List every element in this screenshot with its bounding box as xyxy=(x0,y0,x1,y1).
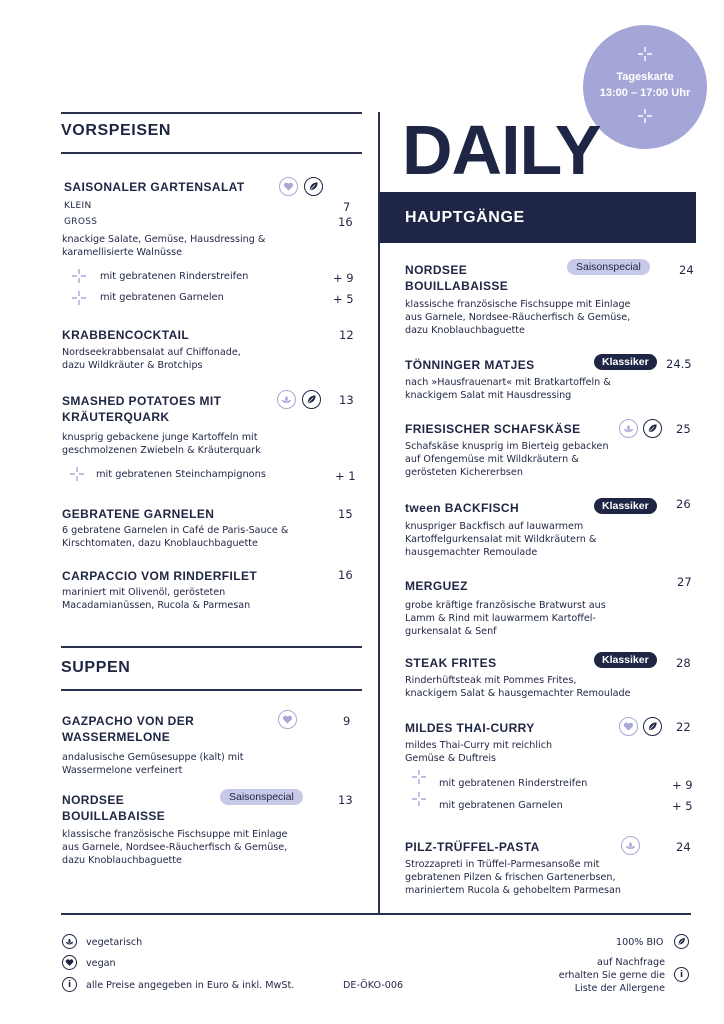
item-description: knackigem Salat mit Hausdressing xyxy=(405,390,572,401)
price: 28 xyxy=(676,656,691,670)
sparkle-icon xyxy=(638,47,652,61)
bio-icon xyxy=(643,419,662,438)
info-icon xyxy=(674,967,689,982)
price: 9 xyxy=(343,714,351,728)
classic-badge: Klassiker xyxy=(594,652,657,668)
item-title: NORDSEE xyxy=(405,263,468,277)
allergen-note: auf Nachfrage xyxy=(597,957,665,968)
bio-icon xyxy=(674,934,689,949)
item-title: BOUILLABAISSE xyxy=(405,279,509,293)
addon-label: mit gebratenen Steinchampignons xyxy=(96,469,266,480)
price: 24 xyxy=(679,263,694,277)
price: 22 xyxy=(676,720,691,734)
item-title: GAZPACHO VON DER xyxy=(62,714,195,728)
item-description: nach »Hausfrauenart« mit Bratkartoffeln & xyxy=(405,377,611,388)
season-special-badge: Saisonspecial xyxy=(567,259,650,275)
season-special-badge: Saisonspecial xyxy=(220,789,303,805)
item-title: MERGUEZ xyxy=(405,579,468,593)
item-description: Rinderhüftsteak mit Pommes Frites, xyxy=(405,675,577,686)
item-description: Kirschtomaten, dazu Knoblauchbaguette xyxy=(62,538,258,549)
vegetarian-icon xyxy=(277,390,296,409)
item-title: SAISONALER GARTENSALAT xyxy=(64,180,245,194)
item-title: NORDSEE xyxy=(62,793,125,807)
price: 16 xyxy=(338,215,353,229)
item-description: Lamm & Rind mit lauwarmem Kartoffel- xyxy=(405,613,596,624)
item-title: tween BACKFISCH xyxy=(405,501,520,515)
section-title-suppen: SUPPEN xyxy=(61,659,131,676)
addon-label: mit gebratenen Garnelen xyxy=(439,800,563,811)
eco-code: DE-ÖKO-006 xyxy=(343,980,404,991)
page-title: DAILY xyxy=(402,111,601,189)
item-description: grobe kräftige französische Bratwurst aus xyxy=(405,600,606,611)
item-title: PILZ-TRÜFFEL-PASTA xyxy=(405,840,540,854)
divider xyxy=(61,646,362,648)
bio-icon xyxy=(302,390,321,409)
item-description: Gemüse & Duftreis xyxy=(405,753,496,764)
item-description: andalusische Gemüsesuppe (kalt) mit xyxy=(62,752,244,763)
item-title: WASSERMELONE xyxy=(62,730,171,744)
item-description: gebratenen Pilzen & frischen Gartenerbsen, xyxy=(405,872,616,883)
item-description: geschmolzenen Zwiebeln & Kräuterquark xyxy=(62,445,261,456)
footer-divider xyxy=(61,913,691,915)
item-description: klassische französische Fischsuppe mit Einlage xyxy=(405,299,631,310)
sparkle-icon xyxy=(412,770,426,784)
info-glyph: i xyxy=(67,979,72,990)
item-description: gurkensalat & Senf xyxy=(405,626,497,637)
allergen-note: Liste der Allergene xyxy=(574,983,665,994)
classic-badge: Klassiker xyxy=(594,354,657,370)
item-description: hausgemachter Remoulade xyxy=(405,547,538,558)
price: 16 xyxy=(338,568,353,582)
vegetarian-icon xyxy=(62,934,77,949)
divider xyxy=(61,689,362,691)
addon-label: mit gebratenen Garnelen xyxy=(100,292,224,303)
price-note: alle Preise angegeben in Euro & inkl. MwSt. xyxy=(86,980,295,991)
item-description: Kartoffelgurkensalat mit Wildkräutern & xyxy=(405,534,597,545)
item-title: SMASHED POTATOES MIT xyxy=(62,394,222,408)
addon-label: mit gebratenen Rinderstreifen xyxy=(439,778,588,789)
item-description: dazu Knoblauchbaguette xyxy=(62,855,182,866)
sparkle-icon xyxy=(72,291,86,305)
allergen-note: erhalten Sie gerne die xyxy=(558,970,665,981)
price: 13 xyxy=(339,393,354,407)
item-description: Nordseekrabbensalat auf Chiffonade, xyxy=(62,347,241,358)
item-title: TÖNNINGER MATJES xyxy=(405,358,535,372)
info-icon xyxy=(62,977,77,992)
price: 24 xyxy=(676,840,691,854)
item-description: mariniertem Rucola & gehobeltem Parmesan xyxy=(405,885,621,896)
item-title: BOUILLABAISSE xyxy=(62,809,166,823)
vegan-icon xyxy=(619,717,638,736)
vegetarian-icon xyxy=(619,419,638,438)
price: 27 xyxy=(677,575,692,589)
section-title-vorspeisen: VORSPEISEN xyxy=(61,122,172,139)
price: 12 xyxy=(339,328,354,342)
item-description: Strozzapreti in Trüffel-Parmesansoße mit xyxy=(405,859,600,870)
price: 25 xyxy=(676,422,691,436)
addon-label: mit gebratenen Rinderstreifen xyxy=(100,271,249,282)
item-description: karamellisierte Walnüsse xyxy=(62,247,183,258)
item-description: auf Ofengemüse mit Wildkräutern & xyxy=(405,454,579,465)
bio-label: 100% BIO xyxy=(616,937,664,948)
price: 7 xyxy=(343,200,351,214)
item-description: Schafskäse knusprig im Bierteig gebacken xyxy=(405,441,609,452)
item-description: knusprig gebackene junge Kartoffeln mit xyxy=(62,432,258,443)
item-title: CARPACCIO VOM RINDERFILET xyxy=(62,569,258,583)
item-description: mariniert mit Olivenöl, gerösteten xyxy=(62,587,226,598)
addon-price: + 9 xyxy=(672,778,693,792)
item-description: dazu Knoblauchbaguette xyxy=(405,325,525,336)
item-description: aus Garnele, Nordsee-Räucherfisch & Gemüse, xyxy=(405,312,631,323)
vegan-icon xyxy=(62,955,77,970)
item-title: KRABBENCOCKTAIL xyxy=(62,328,190,342)
price: 24.5 xyxy=(666,357,692,371)
sparkle-icon xyxy=(412,792,426,806)
item-description: aus Garnele, Nordsee-Räucherfisch & Gemüse, xyxy=(62,842,288,853)
item-description: gerösteten Kichererbsen xyxy=(405,467,523,478)
legend-label: vegetarisch xyxy=(86,937,143,948)
vegan-icon xyxy=(279,177,298,196)
item-description: Wassermelone verfeinert xyxy=(62,765,183,776)
sparkle-icon xyxy=(70,467,84,481)
item-title: MILDES THAI-CURRY xyxy=(405,721,535,735)
item-description: knuspriger Backfisch auf lauwarmem xyxy=(405,521,584,532)
price: 13 xyxy=(338,793,353,807)
price: 26 xyxy=(676,497,691,511)
addon-price: + 5 xyxy=(672,799,693,813)
sparkle-icon xyxy=(638,109,652,123)
divider xyxy=(61,152,362,154)
addon-price: + 1 xyxy=(335,469,356,483)
item-description: dazu Wildkräuter & Brotchips xyxy=(62,360,203,371)
legend-label: vegan xyxy=(86,958,116,969)
item-description: knackigem Salat & hausgemachter Remoulade xyxy=(405,688,631,699)
bio-icon xyxy=(643,717,662,736)
section-title-hauptgaenge: HAUPTGÄNGE xyxy=(405,209,525,226)
item-description: Macadamianüssen, Rucola & Parmesan xyxy=(62,600,251,611)
info-glyph: i xyxy=(679,969,684,980)
item-title: STEAK FRITES xyxy=(405,656,497,670)
item-description: knackige Salate, Gemüse, Hausdressing & xyxy=(62,234,266,245)
vegetarian-icon xyxy=(621,836,640,855)
badge-time: 13:00 – 17:00 Uhr xyxy=(599,87,691,99)
size-label: KLEIN xyxy=(64,201,92,211)
vegan-icon xyxy=(278,710,297,729)
price: 15 xyxy=(338,507,353,521)
sparkle-icon xyxy=(72,269,86,283)
addon-price: + 5 xyxy=(333,292,354,306)
item-title: FRIESISCHER SCHAFSKÄSE xyxy=(405,422,581,436)
item-title: KRÄUTERQUARK xyxy=(62,410,170,424)
item-description: 6 gebratene Garnelen in Café de Paris-Sauce & xyxy=(62,525,289,536)
size-label: GROSS xyxy=(64,217,98,227)
daily-menu-badge xyxy=(583,25,707,149)
divider xyxy=(61,112,362,114)
badge-title: Tageskarte xyxy=(616,71,674,83)
item-title: GEBRATENE GARNELEN xyxy=(62,507,215,521)
bio-icon xyxy=(304,177,323,196)
item-description: klassische französische Fischsuppe mit Einlage xyxy=(62,829,288,840)
classic-badge: Klassiker xyxy=(594,498,657,514)
addon-price: + 9 xyxy=(333,271,354,285)
section-header-hauptgaenge xyxy=(380,192,696,243)
item-description: mildes Thai-Curry mit reichlich xyxy=(405,740,553,751)
